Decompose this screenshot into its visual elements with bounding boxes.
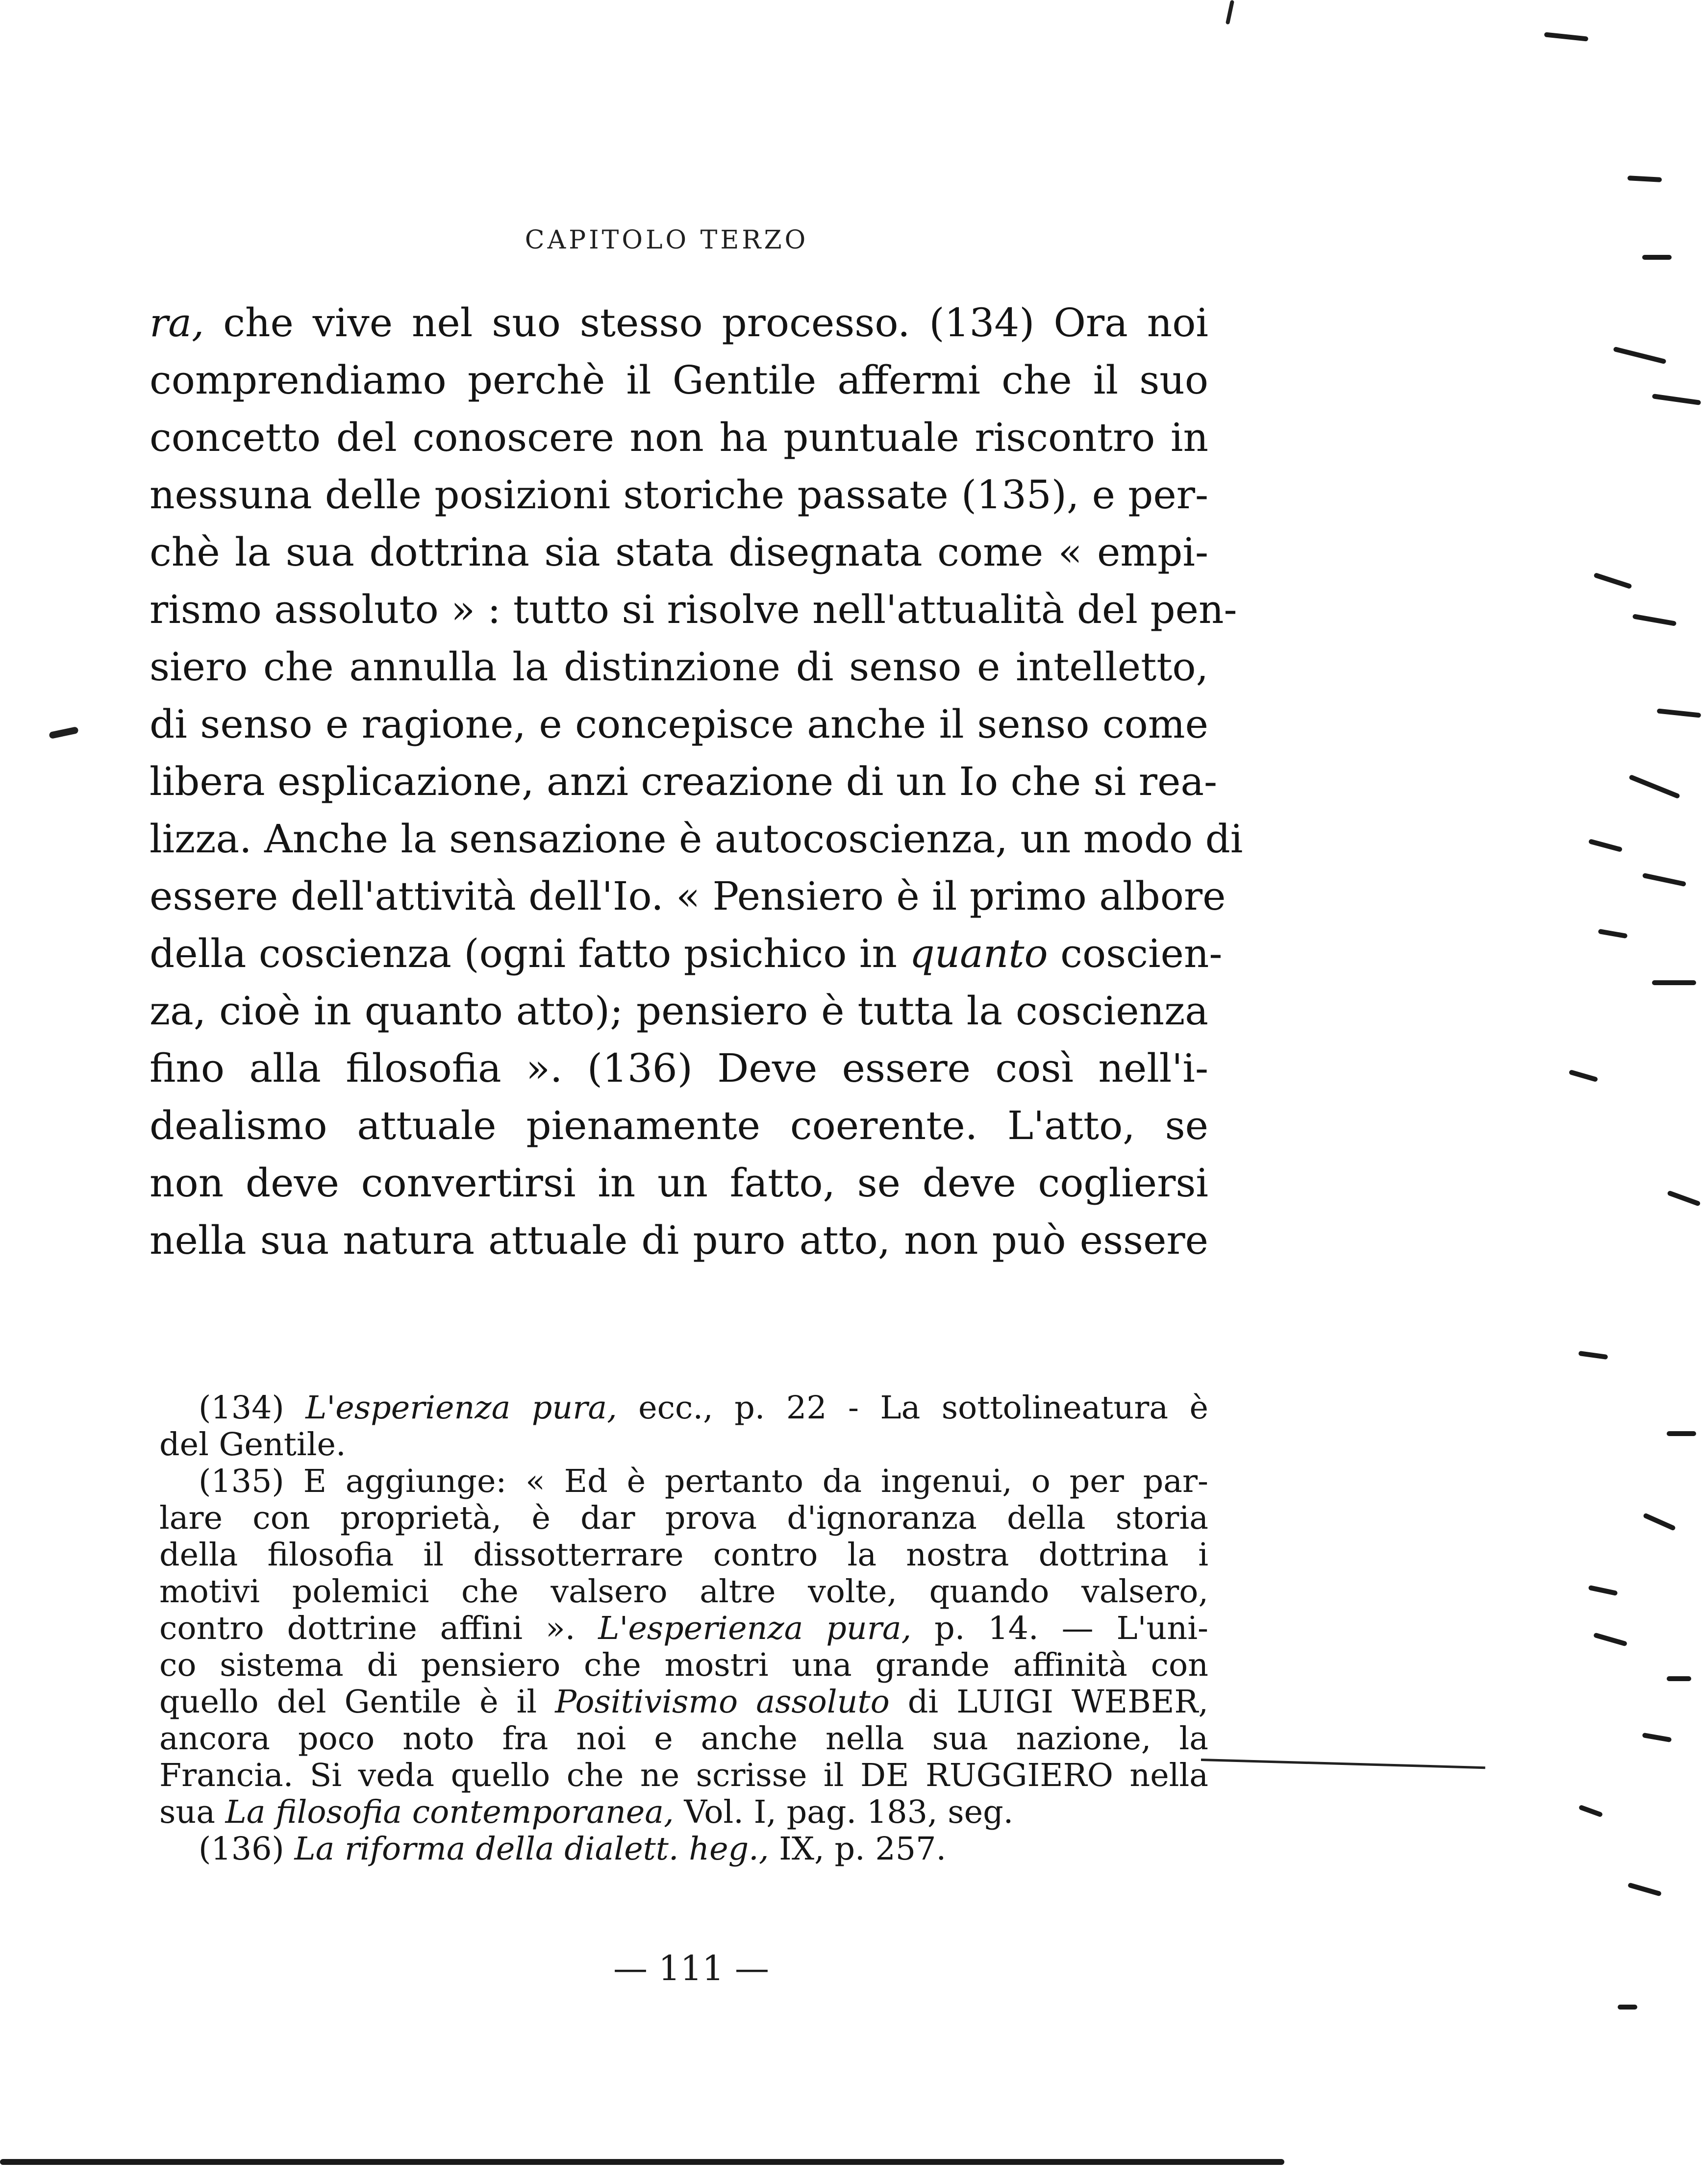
footnote-title: La riforma della dialett. heg., bbox=[294, 1831, 769, 1867]
italic-word: quanto bbox=[909, 931, 1048, 976]
footnote-136 bbox=[159, 1831, 1208, 1867]
noise-dash bbox=[1588, 1585, 1618, 1596]
noise-dash bbox=[1593, 1633, 1627, 1647]
footnote-text: contro dottrine affini ». bbox=[159, 1610, 599, 1647]
footnote-number: (134) bbox=[199, 1390, 284, 1426]
noise-dash bbox=[1632, 614, 1677, 626]
noise-dash bbox=[1642, 873, 1686, 887]
footnote-title: Positivismo assoluto bbox=[555, 1684, 890, 1720]
noise-dash bbox=[1578, 1805, 1603, 1817]
footnote-135-line: lare con proprietà, è dar prova d'ignoranza della storia bbox=[159, 1500, 1208, 1537]
margin-mark bbox=[1226, 0, 1234, 25]
noise-dash bbox=[1652, 394, 1701, 405]
body-line: za, cioè in quanto atto); pensiero è tutta la coscienza bbox=[150, 988, 1208, 1034]
footnote-text: Vol. I, pag. 183, seg. bbox=[674, 1794, 1014, 1831]
italic-word: ra, bbox=[150, 300, 204, 346]
body-text bbox=[150, 294, 1243, 1269]
body-line: di senso e ragione, e concepisce anche il senso come bbox=[150, 701, 1208, 747]
noise-dash bbox=[1667, 1431, 1696, 1436]
noise-dash bbox=[1657, 708, 1702, 718]
footnote-135-line: co sistema di pensiero che mostri una grande affinità con bbox=[159, 1647, 1208, 1684]
footnote-135-line bbox=[159, 1794, 1208, 1831]
noise-dash bbox=[1578, 1351, 1608, 1360]
noise-dash bbox=[1627, 175, 1662, 182]
line-text: della coscienza (ogni fatto psichico in bbox=[150, 931, 910, 976]
line-text: che vive nel suo stesso processo. (134) Ora noi bbox=[204, 300, 1208, 346]
noise-dash bbox=[1569, 1069, 1598, 1082]
footnote-135: (135) E aggiunge: « Ed è pertanto da ingenui, o per par- bbox=[199, 1463, 1208, 1500]
noise-dash bbox=[1667, 1676, 1691, 1681]
body-line: lizza. Anche la sensazione è autocoscienza, un modo di bbox=[150, 816, 1243, 862]
body-line: essere dell'attività dell'Io. « Pensiero è il primo albore bbox=[150, 873, 1226, 919]
footnote-text: p. 14. — L'uni- bbox=[911, 1610, 1208, 1647]
footnote-134 bbox=[159, 1390, 1208, 1426]
line-text: coscien- bbox=[1048, 931, 1223, 976]
noise-dash bbox=[1598, 929, 1628, 939]
noise-dash bbox=[1544, 32, 1589, 41]
scan-edge-noise bbox=[1480, 0, 1702, 2184]
body-line bbox=[150, 294, 1208, 351]
footnote-134-cont: del Gentile. bbox=[159, 1426, 346, 1463]
body-line: concetto del conoscere non ha puntuale riscontro in bbox=[150, 415, 1208, 460]
footnote-text: di LUIGI WEBER, bbox=[889, 1684, 1209, 1720]
body-line: libera esplicazione, anzi creazione di un Io che si rea- bbox=[150, 759, 1218, 804]
footnote-135-line: della filosofia il dissotterrare contro la nostra dottrina i bbox=[159, 1537, 1208, 1573]
noise-dash bbox=[1593, 572, 1632, 589]
footnote-number: (136) bbox=[199, 1831, 295, 1867]
noise-dash bbox=[1618, 2005, 1637, 2010]
noise-dash bbox=[1613, 347, 1666, 364]
body-line: comprendiamo perchè il Gentile affermi che il suo bbox=[150, 357, 1208, 403]
footnote-text: sua bbox=[159, 1794, 225, 1831]
noise-dash bbox=[1642, 255, 1672, 260]
footnote-135-line bbox=[159, 1684, 1208, 1720]
footnote-title: L'esperienza pura, bbox=[305, 1390, 617, 1426]
running-head: CAPITOLO TERZO bbox=[525, 225, 809, 255]
footnote-135-line: Francia. Si veda quello che ne scrisse il DE RUGGIERO nella bbox=[159, 1757, 1208, 1794]
noise-dash bbox=[1588, 839, 1623, 852]
footnotes bbox=[159, 1390, 1208, 1867]
body-line: rismo assoluto » : tutto si risolve nell'attualità del pen- bbox=[150, 587, 1237, 632]
body-line: nessuna delle posizioni storiche passate (135), e per- bbox=[150, 472, 1208, 518]
noise-dash bbox=[1667, 1190, 1701, 1206]
footnote-text: IX, p. 257. bbox=[769, 1831, 947, 1867]
noise-dash bbox=[1643, 1513, 1676, 1531]
body-line: siero che annulla la distinzione di senso e intelletto, bbox=[150, 644, 1208, 690]
body-line: nella sua natura attuale di puro atto, non può essere bbox=[150, 1217, 1208, 1263]
body-line: chè la sua dottrina sia stata disegnata come « empi- bbox=[150, 529, 1208, 575]
footnote-135-line: ancora poco noto fra noi e anche nella sua nazione, la bbox=[159, 1720, 1208, 1757]
scan-streak bbox=[1201, 1759, 1485, 1769]
footnote-title: L'esperienza pura, bbox=[598, 1610, 912, 1647]
body-line bbox=[150, 925, 1223, 982]
body-line: fino alla filosofia ». (136) Deve essere così nell'i- bbox=[150, 1045, 1208, 1091]
page-number: — 111 — bbox=[613, 1948, 770, 1988]
noise-dash bbox=[1627, 1883, 1662, 1897]
footnote-text: quello del Gentile è il bbox=[159, 1684, 555, 1720]
body-line: non deve convertirsi in un fatto, se deve cogliersi bbox=[150, 1160, 1208, 1206]
noise-dash bbox=[1652, 980, 1696, 985]
footnote-135-line: motivi polemici che valsero altre volte, quando valsero, bbox=[159, 1573, 1208, 1610]
noise-dash bbox=[1642, 1733, 1672, 1742]
noise-dash bbox=[1628, 774, 1680, 799]
footnote-text: ecc., p. 22 - La sottolineatura è bbox=[617, 1390, 1208, 1426]
bottom-edge-rule bbox=[0, 2159, 1284, 2165]
margin-mark bbox=[49, 726, 79, 739]
footnote-title: La filosofia contemporanea, bbox=[225, 1794, 674, 1831]
body-line: dealismo attuale pienamente coerente. L'atto, se bbox=[150, 1103, 1208, 1148]
footnote-135-line bbox=[159, 1610, 1208, 1647]
